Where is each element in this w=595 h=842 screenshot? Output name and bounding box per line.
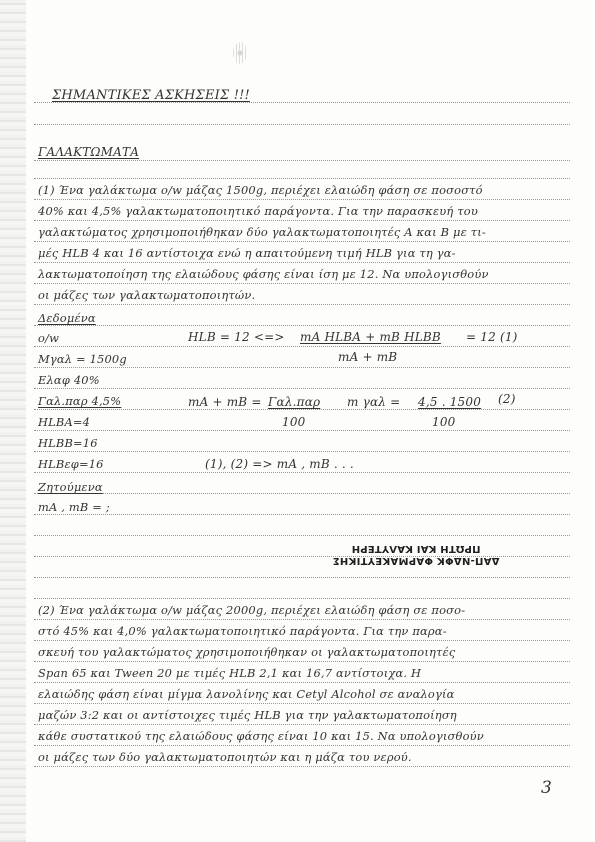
requested-item: mA , mB = ;: [38, 500, 110, 514]
ex2-line: Span 65 και Tween 20 με τιμές HLB 2,1 και 16,7 αντίστοιχα. Η: [38, 666, 422, 680]
equation-2-denominator-2: 100: [432, 415, 456, 429]
given-item: o/w: [38, 331, 60, 345]
equation-3: (1), (2) => mA , mB . . .: [205, 457, 354, 471]
given-title: Δεδομένα: [38, 311, 96, 325]
rule-line: [34, 724, 570, 725]
page-number: 3: [541, 778, 552, 798]
rule-line: [34, 220, 570, 221]
rule-line: [34, 262, 570, 263]
rule-line: [34, 766, 570, 767]
rule-line: [34, 304, 570, 305]
ex2-line: μαζών 3:2 και οι αντίστοιχες τιμές HLB για την γαλακτωματοποίηση: [38, 708, 457, 722]
club-stamp: [326, 543, 506, 566]
stamp-line-1: ΔΑΠ-ΝΔΦΚ ΦΑΡΜΑΚΕΥΤΙΚΗΣ: [332, 555, 500, 566]
ex1-line: γαλακτώματος χρησιμοποιήθηκαν δύο γαλακτωματοποιητές Α και Β με τι-: [38, 225, 486, 239]
given-item: HLBB=16: [38, 436, 98, 450]
given-item: HLBεφ=16: [38, 457, 104, 471]
requested-title: Ζητούμενα: [38, 480, 103, 494]
given-item: Γαλ.παρ 4,5%: [38, 394, 122, 408]
rule-line: [34, 472, 570, 473]
rule-line: [34, 451, 570, 452]
ex2-line: σκευή του γαλακτώματος χρησιμοποιήθηκαν οι γαλακτωματοποιητές: [38, 645, 456, 659]
punch-hole-mark: [233, 42, 247, 64]
rule-line: [34, 535, 570, 536]
rule-line: [34, 241, 570, 242]
rule-line: [34, 703, 570, 704]
rule-line: [34, 199, 570, 200]
stamp-line-2: ΠΡΩΤΗ ΚΑΙ ΚΑΛΥΤΕΡΗ: [351, 543, 481, 554]
ex2-line: κάθε συστατικού της ελαιώδους φάσης είναι 10 και 15. Να υπολογισθούν: [38, 729, 484, 743]
given-item: HLBA=4: [38, 415, 91, 429]
equation-2-denominator: 100: [282, 415, 306, 429]
equation-1-lhs: HLB = 12 <=>: [188, 330, 285, 344]
rule-line: [34, 178, 570, 179]
equation-1-rhs: = 12 (1): [466, 330, 518, 344]
ex2-line: (2) Ένα γαλάκτωμα ο/w μάζας 2000g, περιέχει ελαιώδη φάση σε ποσο-: [38, 603, 466, 617]
ex1-line: 40% και 4,5% γαλακτωματοποιητικό παράγοντα. Για την παρασκευή του: [38, 204, 478, 218]
rule-line: [34, 283, 570, 284]
section-title: ΓΑΛΑΚΤΩΜΑΤΑ: [38, 145, 140, 159]
ex2-line: στό 45% και 4,0% γαλακτωματοποιητικό παράγοντα. Για την παρα-: [38, 624, 447, 638]
rule-line: [34, 619, 570, 620]
equation-1-denominator: mA + mB: [338, 350, 398, 364]
rule-line: [34, 124, 570, 125]
given-item: Ελαφ 40%: [38, 373, 100, 387]
rule-line: [34, 430, 570, 431]
rule-line: [34, 640, 570, 641]
rule-line: [34, 661, 570, 662]
equation-2-mid: m γαλ =: [347, 395, 401, 409]
rule-line: [34, 388, 570, 389]
equation-2-numerator: Γαλ.παρ: [268, 395, 321, 409]
rule-line: [34, 598, 570, 599]
ex1-line: (1) Ένα γαλάκτωμα ο/w μάζας 1500g, περιέχει ελαιώδη φάση σε ποσοστό: [38, 183, 483, 197]
ex1-line: οι μάζες των γαλακτωματοποιητών.: [38, 288, 256, 302]
rule-line: [34, 745, 570, 746]
rule-line: [34, 682, 570, 683]
ex2-line: οι μάζες των δύο γαλακτωματοποιητών και η μάζα του νερού.: [38, 750, 412, 764]
ex1-line: λακτωματοποίηση της ελαιώδους φάσης είναι ίση με 12. Να υπολογισθούν: [38, 267, 489, 281]
ex1-line: μές HLB 4 και 16 αντίστοιχα ενώ η απαιτούμενη τιμή HLB για τη γα-: [38, 246, 456, 260]
scan-edge: [0, 0, 26, 842]
rule-line: [34, 409, 570, 410]
page-heading: ΣΗΜΑΝΤΙΚΕΣ ΑΣΚΗΣΕΙΣ !!!: [52, 88, 250, 103]
equation-1-numerator: mA HLBA + mB HLBB: [300, 330, 441, 344]
rule-line: [34, 346, 570, 347]
ex2-line: ελαιώδης φάση είναι μίγμα λανολίνης και Cetyl Alcohol σε αναλογία: [38, 687, 455, 701]
given-item: Μγαλ = 1500g: [38, 352, 127, 366]
rule-line: [34, 493, 570, 494]
equation-2-lhs: mA + mB =: [188, 395, 262, 409]
rule-line: [34, 577, 570, 578]
equation-2-tag: (2): [498, 392, 516, 406]
rule-line: [34, 514, 570, 515]
rule-line: [34, 160, 570, 161]
rule-line: [34, 367, 570, 368]
equation-2-numerator-2: 4,5 . 1500: [418, 395, 482, 409]
rule-line: [34, 325, 570, 326]
